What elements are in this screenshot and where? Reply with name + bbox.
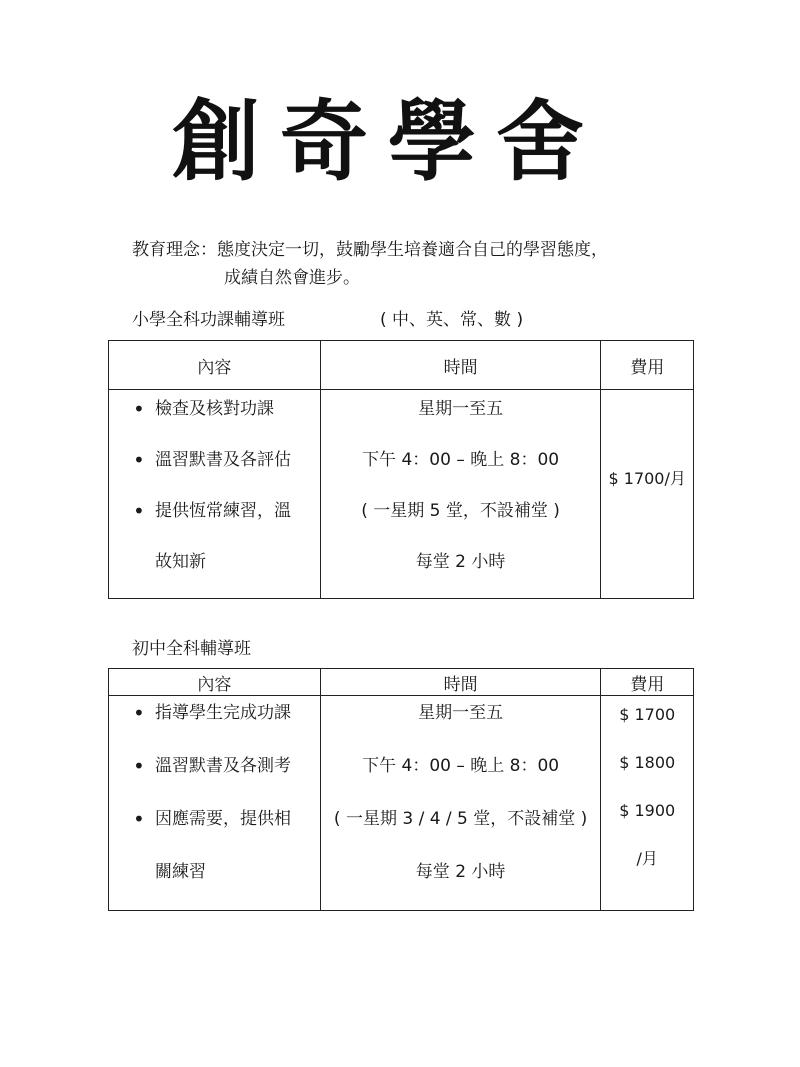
time-cell [320, 696, 601, 911]
header-fee: 費用 [601, 669, 694, 696]
content-cell [109, 696, 321, 911]
header-time: 時間 [320, 341, 601, 390]
fee-value: $ 1800 [619, 753, 676, 772]
primary-class-table [108, 340, 694, 599]
fee-unit: /月 [636, 849, 658, 868]
fee-cell [601, 696, 694, 911]
time-duration: 每堂 2 小時 [415, 552, 506, 572]
primary-class-heading [132, 305, 524, 330]
header-content: 內容 [109, 341, 321, 390]
time-cell [320, 390, 601, 599]
junior-class-heading: 初中全科輔導班 [132, 639, 251, 659]
fee-value: $ 1900 [619, 801, 676, 820]
primary-heading-text: 小學全科功課輔導班 [132, 310, 285, 330]
table-header-row [109, 341, 694, 390]
time-days: 星期一至五 [418, 399, 504, 419]
page-title [168, 92, 588, 192]
time-lessons: ( 一星期 5 堂，不設補堂 ) [361, 501, 560, 521]
list-item: • 檢查及核對功課 [109, 394, 320, 445]
junior-class-table [108, 668, 694, 911]
fee-value: $ 1700 [619, 705, 676, 724]
title-char: 學 [387, 90, 476, 193]
table-row [109, 696, 694, 911]
fee-value: $ 1700/月 [608, 469, 686, 488]
time-hours: 下午 4：00 – 晚上 8：00 [362, 756, 560, 776]
list-item-continuation: 關練習 [155, 862, 206, 882]
header-content: 內容 [109, 669, 321, 696]
time-hours: 下午 4：00 – 晚上 8：00 [362, 450, 560, 470]
title-char: 舍 [495, 90, 584, 193]
list-item: • 指導學生完成功課 [109, 698, 320, 751]
fee-cell [601, 390, 694, 599]
header-time: 時間 [320, 669, 601, 696]
title-char: 創 [171, 90, 260, 193]
title-char: 奇 [279, 90, 368, 193]
table-row [109, 390, 694, 599]
header-fee: 費用 [601, 341, 694, 390]
philosophy-line-1: 教育理念：態度決定一切，鼓勵學生培養適合自己的學習態度， [132, 240, 608, 260]
time-duration: 每堂 2 小時 [415, 862, 506, 882]
table-header-row [109, 669, 694, 696]
primary-subjects: ( 中、英、常、數 ) [380, 310, 524, 330]
list-item: • 因應需要，提供相 [109, 804, 320, 857]
education-philosophy [132, 236, 608, 292]
time-lessons: ( 一星期 3 / 4 / 5 堂，不設補堂 ) [333, 809, 588, 829]
philosophy-line-2: 成績自然會進步。 [224, 268, 360, 288]
list-item: • 提供恆常練習，溫 [109, 496, 320, 547]
time-days: 星期一至五 [418, 703, 504, 723]
list-item: • 溫習默書及各評估 [109, 445, 320, 496]
content-cell [109, 390, 321, 599]
list-item: • 溫習默書及各測考 [109, 751, 320, 804]
list-item-continuation: 故知新 [155, 552, 206, 572]
